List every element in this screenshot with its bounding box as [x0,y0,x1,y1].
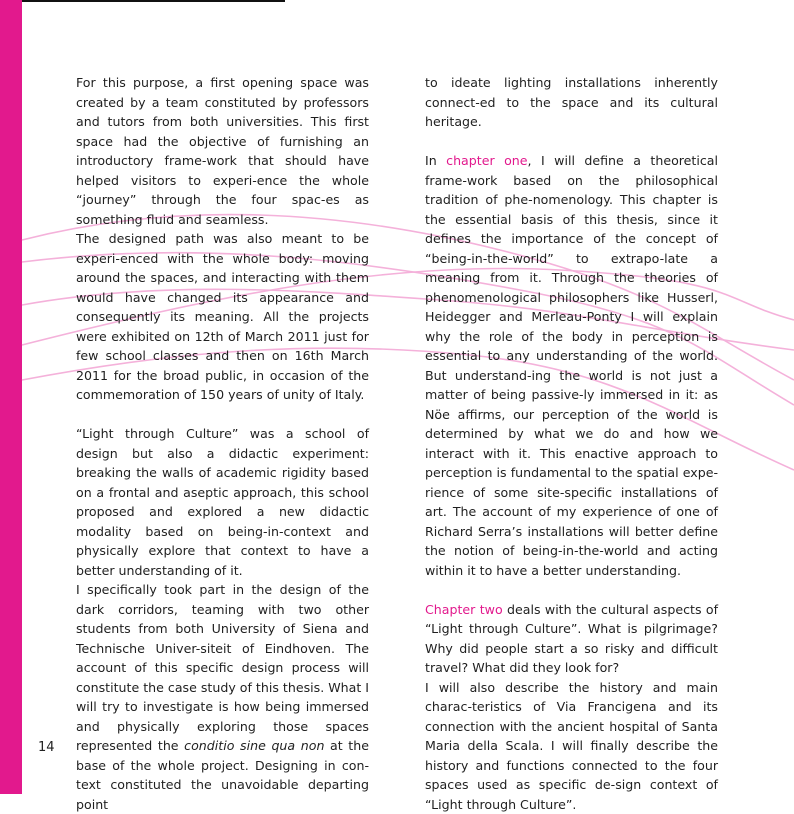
left-paragraph-4 [76,580,369,814]
left-paragraph-4-start: I specifically took part in the design of the dark corridors, teaming with two other students from both University of Siena and Technische Univer-siteit of Eindhoven. The account of this specific design process will constitute the case study of this thesis. What I will try to investigate is how being immersed and physically exploring those spaces represented the [76,582,369,753]
left-paragraph-4-end: at the base of the whole project. Designing in con-text constituted the unavoidable departing point [76,738,369,812]
left-paragraph-3: “Light through Culture” was a school of design but also a didactic experiment: breaking the walls of academic rigidity based on a frontal and aseptic approach, this school proposed and explored a new didactic modality based on being-in-context and physically explore that context to have a better understanding of it. [76,424,369,580]
right-paragraph-2 [425,600,718,678]
right-paragraph-1-text: , I will define a theoretical frame-work based on the philosophical tradition of phe-nomenology. This chapter is the essential basis of this thesis, since it defines the importance of the concept of “being-in-the-world” to extrapo-late a meaning from it. Through the theories of phenomenological philosophers like Husserl, Heidegger and Merleau-Ponty I will explain why the role of the body in perception is essential to any understanding of the world. But understand-ing the world is not just a matter of being passive-ly immersed in it: as Nöe affirms, our perception of the world is determined by what we do and how we interact with it. This enactive approach to perception is fundamental to the spatial expe-rience of some site-specific installations of art. The account of my experience of one of Richard Serra’s installations will better define the notion of being-in-the-world and acting within it to have a better understanding. [425,153,718,578]
right-paragraph-3: I will also describe the history and main charac-teristics of Via Francigena and its connection with the ancient hospital of Santa Maria della Scala. I will finally describe the history and functions connected to the four spaces used as specific de-sign context of “Light through Culture”. [425,678,718,814]
left-paragraph-2: The designed path was also meant to be experi-enced with the whole body: moving around the spaces, and interacting with them would have changed its appearance and consequently its meaning. All the projects were exhibited on 12th of March 2011 just for few school classes and then on 16th March 2011 for the broad public, in occasion of the commemoration of 150 years of unity of Italy. [76,229,369,405]
page-number: 14 [38,740,55,755]
left-column [76,73,369,814]
italic-phrase: conditio sine qua non [184,738,324,753]
right-paragraph-1 [425,151,718,580]
chapter-one-highlight: chapter one [446,153,527,168]
chapter-two-highlight: Chapter two [425,602,503,617]
right-paragraph-1-intro: In [425,153,446,168]
left-paragraph-1: For this purpose, a first opening space was created by a team constituted by professors and tutors from both universities. This first space had the objective of furnishing an introductory frame-work that should have helped visitors to experi-ence the whole “journey” through the four spac-es as something fluid and seamless. [76,73,369,229]
right-paragraph-2-text: deals with the cultural aspects of “Light through Culture”. What is pilgrimage? Why did people start a so risky and difficult travel? What did they look for? [425,602,718,676]
right-paragraph-0: to ideate lighting installations inherently connect-ed to the space and its cultural heritage. [425,73,718,132]
right-column [425,73,718,814]
